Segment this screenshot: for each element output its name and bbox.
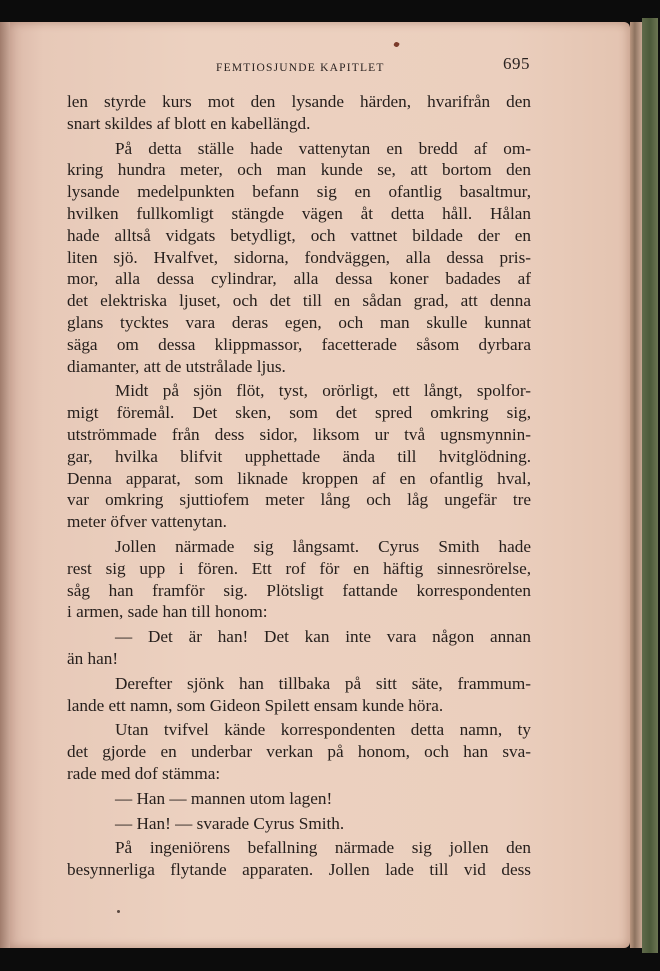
text-line: På detta ställe hade vattenytan en bredd af om- xyxy=(115,138,531,158)
paragraph xyxy=(67,536,531,623)
text-line: glans tycktes vara deras egen, och man skulle kunnat xyxy=(67,312,531,332)
text-line: På ingeniörens befallning närmade sig jollen den xyxy=(115,838,531,858)
text-line: i armen, sade han till honom: xyxy=(67,602,268,622)
text-line: det gjorde en underbar verkan på honom, och han sva- xyxy=(67,742,531,762)
page-header xyxy=(66,52,530,86)
text-line: Midt på sjön flöt, tyst, orörligt, ett långt, spolfor- xyxy=(115,381,531,401)
running-title: FEMTIOSJUNDE KAPITLET xyxy=(216,62,385,74)
page-gutter-edge xyxy=(0,22,10,948)
paragraph xyxy=(67,788,531,810)
text-line: mor, alla dessa cylindrar, alla dessa koner badades af xyxy=(67,269,531,289)
text-line: liten sjö. Hvalfvet, sidorna, fondväggen, alla dessa pris- xyxy=(67,247,531,267)
paragraph xyxy=(67,673,531,717)
text-line: Utan tvifvel kände korrespondenten detta namn, ty xyxy=(115,720,531,740)
text-line: rest sig upp i fören. Ett rof för en häftig sinnesrörelse, xyxy=(67,558,531,578)
text-line: besynnerliga flytande apparaten. Jollen lade till vid dess xyxy=(67,860,531,880)
book-cover-edge xyxy=(642,18,658,953)
page-fore-edge xyxy=(630,22,642,948)
text-line: såg han framför sig. Plötsligt fattande korrespondenten xyxy=(67,580,531,600)
paragraph xyxy=(67,837,531,881)
paragraph xyxy=(67,719,531,784)
paragraph xyxy=(67,380,531,533)
text-line: — Han! — svarade Cyrus Smith. xyxy=(115,813,345,833)
text-line: än han! xyxy=(67,648,119,668)
text-line: Jollen närmade sig långsamt. Cyrus Smith hade xyxy=(115,536,531,556)
text-line: Denna apparat, som liknade kroppen af en ofantlig hval, xyxy=(67,468,531,488)
paragraph xyxy=(67,626,531,670)
text-line: diamanter, att de utstrålade ljus. xyxy=(67,356,286,376)
text-line: hade alltså vidgats betydligt, och vattnet bildade der en xyxy=(67,225,531,245)
paragraph xyxy=(67,91,531,135)
text-line: säga om dessa klippmassor, facetterade såsom dyrbara xyxy=(67,334,531,354)
text-line: — Han — mannen utom lagen! xyxy=(115,788,333,808)
text-line: lysande medelpunkten befann sig en ofantlig basaltmur, xyxy=(67,182,531,202)
text-line: det elektriska ljuset, och det till en sådan grad, att denna xyxy=(67,291,531,311)
text-line: gar, hvilka blifvit upphettade ända till hvitglödning. xyxy=(67,446,531,466)
text-line: meter öfver vattenytan. xyxy=(67,512,227,532)
text-line: Derefter sjönk han tillbaka på sitt säte, frammum- xyxy=(115,673,531,693)
text-line: var omkring sjuttiofem meter lång och låg ungefär tre xyxy=(67,490,531,510)
body-text xyxy=(67,91,531,881)
page-number: 695 xyxy=(503,54,530,73)
text-line: rade med dof stämma: xyxy=(67,763,221,783)
paragraph xyxy=(67,813,531,835)
text-line: len styrde kurs mot den lysande härden, hvarifrån den xyxy=(67,92,531,111)
text-line: — Det är han! Det kan inte vara någon annan xyxy=(115,627,531,647)
paragraph xyxy=(67,138,531,378)
text-line: snart skildes af blott en kabellängd. xyxy=(67,113,311,133)
text-line: utströmmade från dess sidor, liksom ur två ugnsmynnin- xyxy=(67,424,531,444)
paper-speck xyxy=(117,910,120,913)
text-line: kring hundra meter, och man kunde se, att bortom den xyxy=(67,160,531,180)
text-line: migt föremål. Det sken, som det spred omkring sig, xyxy=(67,403,531,423)
text-line: hvilken fullkomligt stängde vägen åt detta håll. Hålan xyxy=(67,203,531,223)
text-line: lande ett namn, som Gideon Spilett ensam kunde höra. xyxy=(67,695,444,715)
